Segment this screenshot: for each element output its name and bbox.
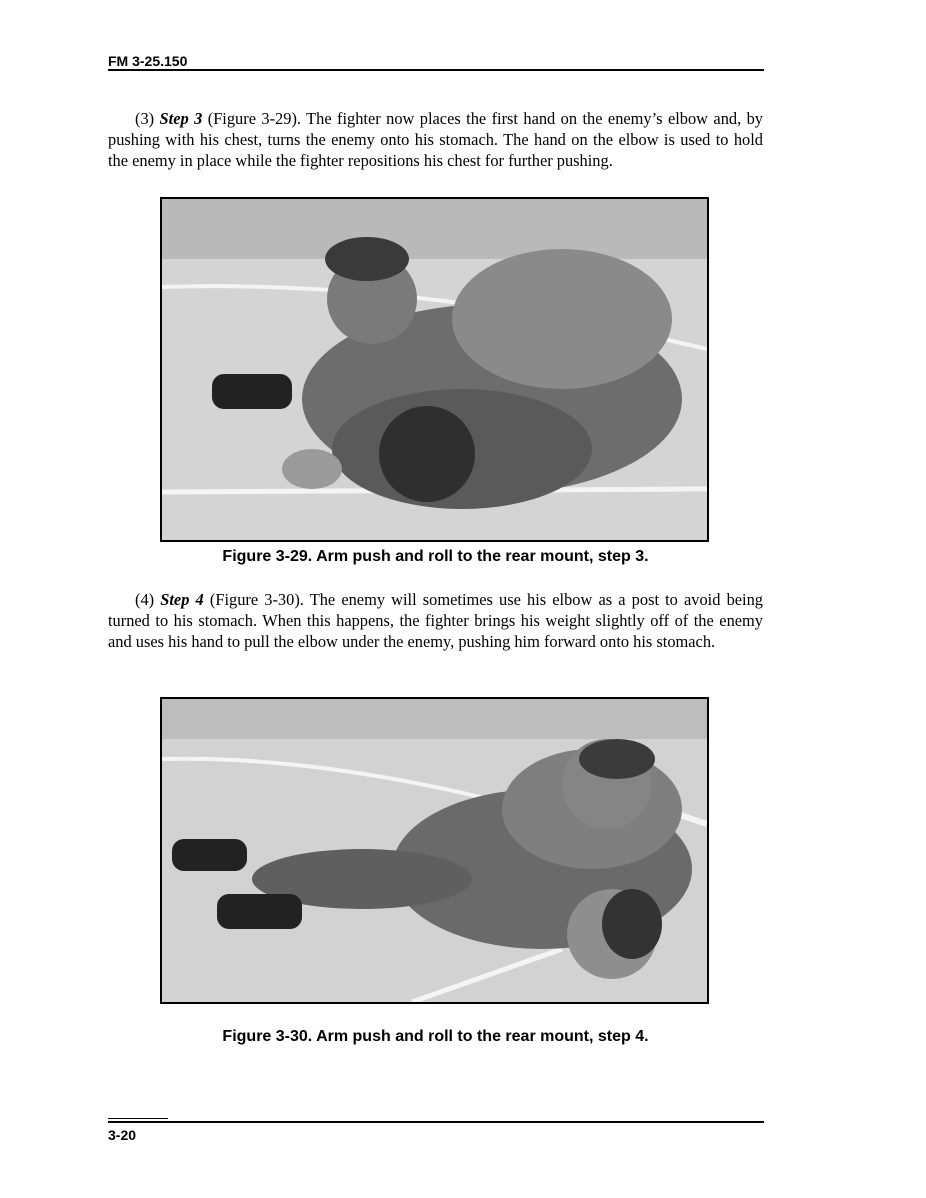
paragraph-number: (3)	[135, 109, 155, 128]
page-number: 3-20	[108, 1127, 137, 1143]
step-label: Step 3	[159, 109, 203, 128]
paragraph-text: (Figure 3-29). The fighter now places the first hand on the enemy’s elbow and, by pushing with his chest, turns the enemy onto his stomach. The hand on the elbow is used to hold the enemy in place while the fighter repositions his chest for further pushing.	[108, 109, 763, 170]
header-rule	[108, 69, 764, 71]
paragraph-number: (4)	[135, 590, 155, 609]
footer-rule	[108, 1121, 764, 1123]
figure-3-30-photo	[160, 697, 709, 1004]
running-header: FM 3-25.150	[108, 53, 188, 69]
figure-3-29-photo	[160, 197, 709, 542]
photo-placeholder	[162, 699, 707, 1002]
paragraph-text: (Figure 3-30). The enemy will sometimes use his elbow as a post to avoid being turned to his stomach. When this happens, the fighter brings his weight slightly off of the enemy and uses his hand to pull the elbow under the enemy, pushing him forward onto his stomach.	[108, 590, 763, 651]
photo-placeholder	[162, 199, 707, 540]
paragraph-step-4	[108, 589, 763, 652]
step-label: Step 4	[160, 590, 204, 609]
paragraph-step-3	[108, 108, 763, 171]
footer-rule-short	[108, 1118, 168, 1119]
figure-3-29-caption: Figure 3-29. Arm push and roll to the rear mount, step 3.	[222, 548, 649, 565]
figure-3-30-caption: Figure 3-30. Arm push and roll to the rear mount, step 4.	[222, 1028, 649, 1045]
